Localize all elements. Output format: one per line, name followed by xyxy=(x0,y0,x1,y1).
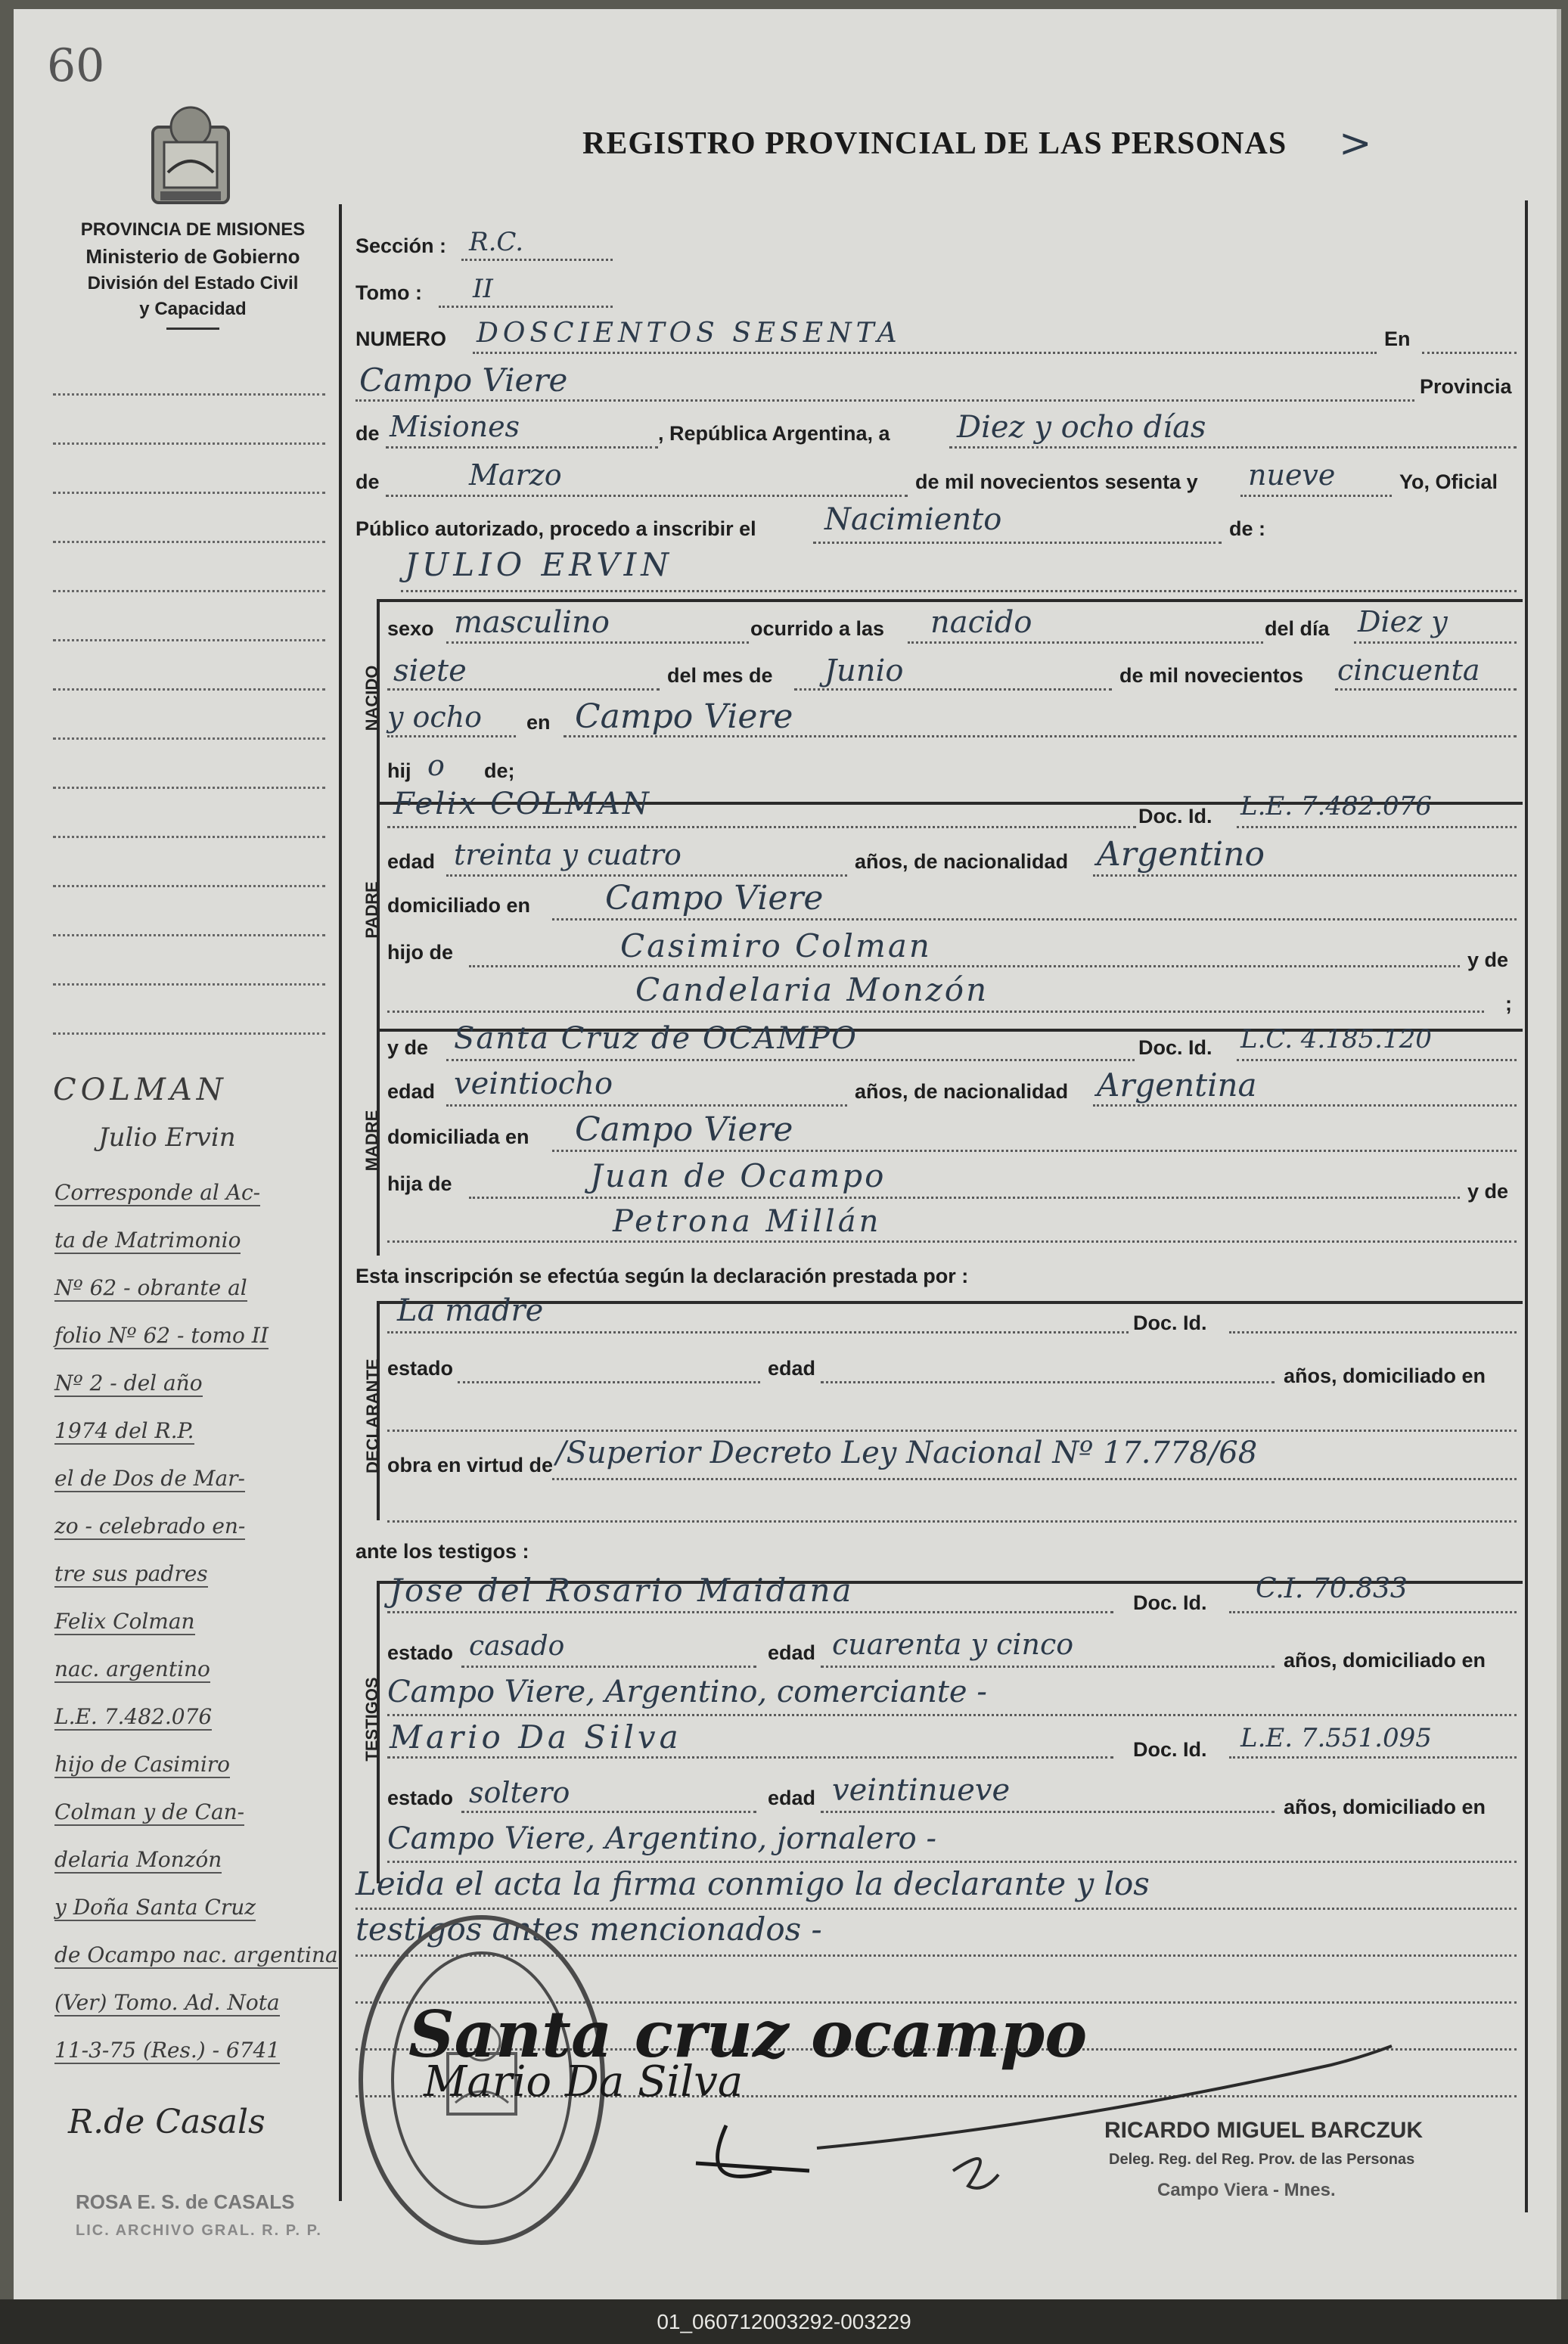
t2-estado-line xyxy=(461,1811,756,1813)
obra-line-2 xyxy=(387,1520,1517,1523)
padre-edad-label: edad xyxy=(387,850,436,873)
t2-nombre-value[interactable]: Mario Da Silva xyxy=(390,1718,682,1756)
declarante-anios-label: años, domiciliado en xyxy=(1284,1364,1486,1387)
padre-dom-line xyxy=(552,918,1517,921)
mes-value-n[interactable]: Junio xyxy=(824,654,904,688)
anio-value-n2[interactable]: y ocho xyxy=(387,700,483,734)
margin-note-line: delaria Monzón xyxy=(54,1847,222,1872)
fecha-line xyxy=(949,446,1517,449)
publico-label: Público autorizado, procedo a inscribir el xyxy=(356,517,756,540)
de-mes-label: de xyxy=(356,470,380,493)
margin-line xyxy=(53,836,325,838)
del-mes-label: del mes de xyxy=(667,664,773,687)
margin-line xyxy=(53,885,325,887)
padre-nac-label: años, de nacionalidad xyxy=(855,850,1069,873)
declarante-doc-line xyxy=(1229,1331,1517,1333)
t2-dom-value[interactable]: Campo Viere, Argentino, jornalero - xyxy=(387,1821,936,1856)
testigos-tag: TESTIGOS xyxy=(362,1677,381,1762)
margin-note-line: Nº 2 - del año xyxy=(54,1371,203,1396)
en-label: En xyxy=(1384,328,1411,350)
padre-tag: PADRE xyxy=(362,881,381,939)
padre-doc-line xyxy=(1237,826,1517,828)
provincia-line xyxy=(386,446,658,449)
en-line xyxy=(1422,352,1517,354)
dia-line xyxy=(1354,641,1517,644)
margin-note-line: el de Dos de Mar- xyxy=(54,1466,245,1491)
anio-line xyxy=(1240,495,1392,497)
padre-yde-label: y de xyxy=(1467,948,1509,971)
padre-hijo-value-1[interactable]: Casimiro Colman xyxy=(620,927,932,964)
form-right-border xyxy=(1525,200,1528,2212)
hij-label: hij xyxy=(387,759,411,782)
page-number: 60 xyxy=(47,39,105,92)
t1-edad-value[interactable]: cuarenta y cinco xyxy=(832,1628,1074,1661)
lugar-line xyxy=(356,399,1414,402)
anio-value[interactable]: nueve xyxy=(1248,458,1336,492)
madre-tag: MADRE xyxy=(362,1110,381,1172)
t1-edad-line xyxy=(821,1666,1275,1668)
nacido-tag: NACIDO xyxy=(362,665,381,731)
margin-line xyxy=(53,442,325,445)
nacido-section-rule xyxy=(377,599,1523,602)
lugar-value[interactable]: Campo Viere xyxy=(359,362,568,399)
madre-dom-value[interactable]: Campo Viere xyxy=(575,1110,793,1149)
dia-value-1[interactable]: Diez y xyxy=(1358,605,1448,638)
hij-value[interactable]: o xyxy=(427,749,445,782)
del-dia-label: del día xyxy=(1265,617,1330,640)
t2-doc-label: Doc. Id. xyxy=(1133,1738,1207,1761)
t1-doc-label: Doc. Id. xyxy=(1133,1591,1207,1614)
margin-note-line: 11-3-75 (Res.) - 6741 xyxy=(54,2038,281,2063)
obra-line xyxy=(552,1478,1517,1480)
padre-nombre-value[interactable]: Felix COLMAN xyxy=(393,787,651,821)
margin-line xyxy=(53,787,325,789)
padre-nac-value[interactable]: Argentino xyxy=(1097,835,1265,874)
margin-note-line: L.E. 7.482.076 xyxy=(54,1704,213,1729)
tomo-line xyxy=(439,306,613,308)
republica-label: , República Argentina, a xyxy=(658,422,890,445)
t1-estado-value[interactable]: casado xyxy=(469,1631,565,1662)
madre-nac-line xyxy=(1093,1104,1517,1107)
margin-note-line: Colman y de Can- xyxy=(54,1799,245,1824)
madre-edad-value[interactable]: veintiocho xyxy=(454,1066,613,1101)
anio-line-n xyxy=(1335,688,1517,691)
margin-line xyxy=(53,688,325,691)
de-2-label: de : xyxy=(1229,517,1266,540)
official-place: Campo Viera - Mnes. xyxy=(1157,2180,1336,2200)
mil-label: de mil novecientos sesenta y xyxy=(915,470,1198,493)
margin-note-line: (Ver) Tomo. Ad. Nota xyxy=(54,1990,280,2015)
madre-doc-label: Doc. Id. xyxy=(1138,1036,1212,1059)
margin-note-line: y Doña Santa Cruz xyxy=(54,1895,256,1920)
t1-anios-label: años, domiciliado en xyxy=(1284,1649,1486,1672)
t1-edad-label: edad xyxy=(768,1641,816,1664)
t2-dom-line xyxy=(387,1861,1517,1863)
madre-doc-value[interactable]: L.C. 4.185.120 xyxy=(1240,1024,1432,1054)
title-mark: > xyxy=(1339,121,1372,166)
province-line: PROVINCIA DE MISIONES xyxy=(80,219,306,240)
margin-line xyxy=(53,393,325,396)
de-label: de xyxy=(356,422,380,445)
signature-mother: Santa cruz ocampo xyxy=(408,1997,1088,2072)
hora-line xyxy=(908,641,1263,644)
seccion-label: Sección : xyxy=(356,234,447,257)
anio-line-n2 xyxy=(387,735,516,737)
mes-line-n xyxy=(794,688,1112,691)
mes-line xyxy=(386,495,908,497)
margin-line xyxy=(53,590,325,592)
nombre-line xyxy=(401,590,1517,592)
page-title: REGISTRO PROVINCIAL DE LAS PERSONAS xyxy=(582,126,1287,161)
padre-nac-line xyxy=(1093,874,1517,877)
archive-stamp-name: ROSA E. S. de CASALS xyxy=(76,2190,295,2213)
yo-label: Yo, Oficial xyxy=(1399,470,1498,493)
signature-witness: Mario Da Silva xyxy=(424,2057,744,2106)
margin-note-line: Nº 62 - obrante al xyxy=(54,1275,247,1300)
provincia-value[interactable]: Misiones xyxy=(390,410,520,443)
numero-line xyxy=(473,352,1377,354)
margin-note-line: Felix Colman xyxy=(54,1609,195,1634)
t1-dom-value[interactable]: Campo Viere, Argentino, comerciante - xyxy=(387,1675,987,1709)
margin-note-line: tre sus padres xyxy=(54,1561,208,1586)
declarante-nombre-line xyxy=(387,1331,1129,1333)
margin-surname: COLMAN xyxy=(53,1073,228,1107)
margin-given-names: Julio Ervin xyxy=(98,1122,236,1153)
margin-note-line: zo - celebrado en- xyxy=(54,1514,246,1538)
t1-dom-line xyxy=(387,1714,1517,1716)
en-n-label: en xyxy=(526,711,551,734)
seccion-value[interactable]: R.C. xyxy=(469,227,524,257)
t2-edad-value[interactable]: veintinueve xyxy=(832,1773,1011,1808)
padre-doc-value[interactable]: L.E. 7.482.076 xyxy=(1240,791,1432,821)
declarante-estado-label: estado xyxy=(387,1357,454,1380)
declarante-estado-line xyxy=(458,1381,760,1383)
header-left xyxy=(45,219,340,330)
provincia-label: Provincia xyxy=(1420,375,1512,398)
padre-dom-label: domiciliado en xyxy=(387,894,531,917)
lugar-value-n[interactable]: Campo Viere xyxy=(575,697,793,736)
margin-note-line: ta de Matrimonio xyxy=(54,1228,241,1253)
t1-doc-value[interactable]: C.I. 70.833 xyxy=(1256,1573,1408,1604)
obra-value[interactable]: /Superior Decreto Ley Nacional Nº 17.778/68 xyxy=(556,1436,1258,1470)
fecha-value[interactable]: Diez y ocho días xyxy=(957,410,1206,445)
declarante-doc-label: Doc. Id. xyxy=(1133,1312,1207,1334)
margin-note-line: nac. argentino xyxy=(54,1656,210,1681)
madre-hija-value-2[interactable]: Petrona Millán xyxy=(613,1204,882,1239)
madre-nac-value[interactable]: Argentina xyxy=(1097,1066,1257,1104)
margin-line xyxy=(53,983,325,986)
sexo-value[interactable]: masculino xyxy=(454,605,610,640)
tomo-label: Tomo : xyxy=(356,281,422,304)
divider xyxy=(166,328,219,330)
hij-de-label: de; xyxy=(484,759,515,782)
t2-estado-value[interactable]: soltero xyxy=(469,1776,570,1809)
padre-edad-line xyxy=(446,874,847,877)
numero-label: NUMERO xyxy=(356,328,446,350)
margin-line xyxy=(53,639,325,641)
hora-value[interactable]: nacido xyxy=(930,605,1032,640)
acto-value[interactable]: Nacimiento xyxy=(824,502,1002,537)
margin-line xyxy=(53,541,325,543)
padre-semicolon: ; xyxy=(1505,992,1512,1015)
declarante-edad-label: edad xyxy=(768,1357,816,1380)
margin-note-line: 1974 del R.P. xyxy=(54,1418,194,1443)
madre-yde-2-label: y de xyxy=(1467,1180,1509,1203)
t2-doc-line xyxy=(1229,1756,1517,1759)
mil-n-label: de mil novecientos xyxy=(1119,664,1304,687)
t2-edad-label: edad xyxy=(768,1787,816,1809)
madre-edad-line xyxy=(446,1104,847,1107)
t2-estado-label: estado xyxy=(387,1787,454,1809)
madre-hija-line-2 xyxy=(387,1240,1517,1243)
declarante-tag: DECLARANTE xyxy=(363,1358,382,1473)
official-name: RICARDO MIGUEL BARCZUK xyxy=(1104,2118,1424,2143)
margin-signature: R.de Casals xyxy=(68,2103,265,2141)
t2-anios-label: años, domiciliado en xyxy=(1284,1796,1486,1818)
madre-edad-label: edad xyxy=(387,1080,436,1103)
image-caption: 01_060712003292-003229 xyxy=(0,2299,1568,2344)
t1-estado-line xyxy=(461,1666,756,1668)
t2-doc-value[interactable]: L.E. 7.551.095 xyxy=(1240,1723,1432,1753)
padre-edad-value[interactable]: treinta y cuatro xyxy=(454,838,682,871)
madre-nac-label: años, de nacionalidad xyxy=(855,1080,1069,1103)
archive-stamp-role: LIC. ARCHIVO GRAL. R. P. P. xyxy=(76,2222,322,2239)
margin-note-line: hijo de Casimiro xyxy=(54,1752,231,1777)
margin-note-line: folio Nº 62 - tomo II xyxy=(54,1323,269,1348)
form-left-border xyxy=(339,204,342,2201)
anio-value-n1[interactable]: cincuenta xyxy=(1337,654,1480,687)
declarante-edad-line xyxy=(821,1381,1275,1383)
obra-label: obra en virtud de xyxy=(387,1454,554,1476)
margin-line xyxy=(53,1032,325,1035)
t2-nombre-line xyxy=(387,1756,1113,1759)
madre-nombre-value[interactable]: Santa Cruz de OCAMPO xyxy=(454,1021,858,1056)
madre-yde-label: y de xyxy=(387,1036,429,1059)
coat-of-arms-icon xyxy=(138,97,244,210)
t2-edad-line xyxy=(821,1811,1275,1813)
ocurrido-label: ocurrido a las xyxy=(750,617,885,640)
padre-hijo-label: hijo de xyxy=(387,941,453,964)
margin-line xyxy=(53,492,325,494)
capacity-line: y Capacidad xyxy=(139,299,247,319)
margin-note-line: Corresponde al Ac- xyxy=(54,1180,261,1205)
madre-nombre-line xyxy=(446,1059,1135,1061)
dia-line-2 xyxy=(387,688,660,691)
padre-hijo-value-2[interactable]: Candelaria Monzón xyxy=(635,971,989,1008)
madre-doc-line xyxy=(1237,1059,1517,1061)
padre-doc-label: Doc. Id. xyxy=(1138,805,1212,827)
declarante-intro: Esta inscripción se efectúa según la declaración prestada por : xyxy=(356,1265,969,1287)
mes-value[interactable]: Marzo xyxy=(469,458,562,492)
madre-hija-line-1 xyxy=(469,1197,1460,1199)
closing-text-2[interactable]: testigos antes mencionados - xyxy=(356,1911,822,1948)
declarante-section-rule xyxy=(377,1301,1523,1304)
official-role: Deleg. Reg. del Reg. Prov. de las Personas xyxy=(1109,2151,1415,2168)
sexo-line xyxy=(446,641,749,644)
padre-hijo-line-2 xyxy=(387,1011,1484,1013)
dia-value-2[interactable]: siete xyxy=(393,654,467,688)
madre-dom-line xyxy=(552,1150,1517,1152)
t1-doc-line xyxy=(1229,1611,1517,1613)
t1-nombre-line xyxy=(387,1611,1113,1613)
declarante-dom-line xyxy=(387,1430,1517,1432)
declarante-nombre-value[interactable]: La madre xyxy=(397,1293,544,1328)
sexo-label: sexo xyxy=(387,617,434,640)
closing-text-1[interactable]: Leida el acta la firma conmigo la declarante y los xyxy=(356,1865,1150,1902)
division-line: División del Estado Civil xyxy=(87,273,299,293)
acto-line xyxy=(813,542,1222,544)
t1-estado-label: estado xyxy=(387,1641,454,1664)
margin-line xyxy=(53,737,325,740)
padre-dom-value[interactable]: Campo Viere xyxy=(605,879,824,917)
madre-hija-label: hija de xyxy=(387,1172,452,1195)
margin-line xyxy=(53,934,325,936)
seccion-line xyxy=(461,259,613,261)
tomo-value[interactable]: II xyxy=(473,274,493,304)
margin-note-line: de Ocampo nac. argentina xyxy=(54,1942,338,1967)
t1-nombre-value[interactable]: Jose del Rosario Maidana xyxy=(390,1572,854,1609)
testigos-intro: ante los testigos : xyxy=(356,1540,529,1563)
ministry-line: Ministerio de Gobierno xyxy=(85,245,300,268)
nombre-value[interactable]: JULIO ERVIN xyxy=(405,546,673,583)
padre-nombre-line xyxy=(387,826,1136,828)
numero-value[interactable]: DOSCIENTOS SESENTA xyxy=(477,318,902,349)
madre-hija-value-1[interactable]: Juan de Ocampo xyxy=(590,1157,886,1194)
madre-dom-label: domiciliada en xyxy=(387,1125,529,1148)
padre-hijo-line-1 xyxy=(469,965,1460,967)
